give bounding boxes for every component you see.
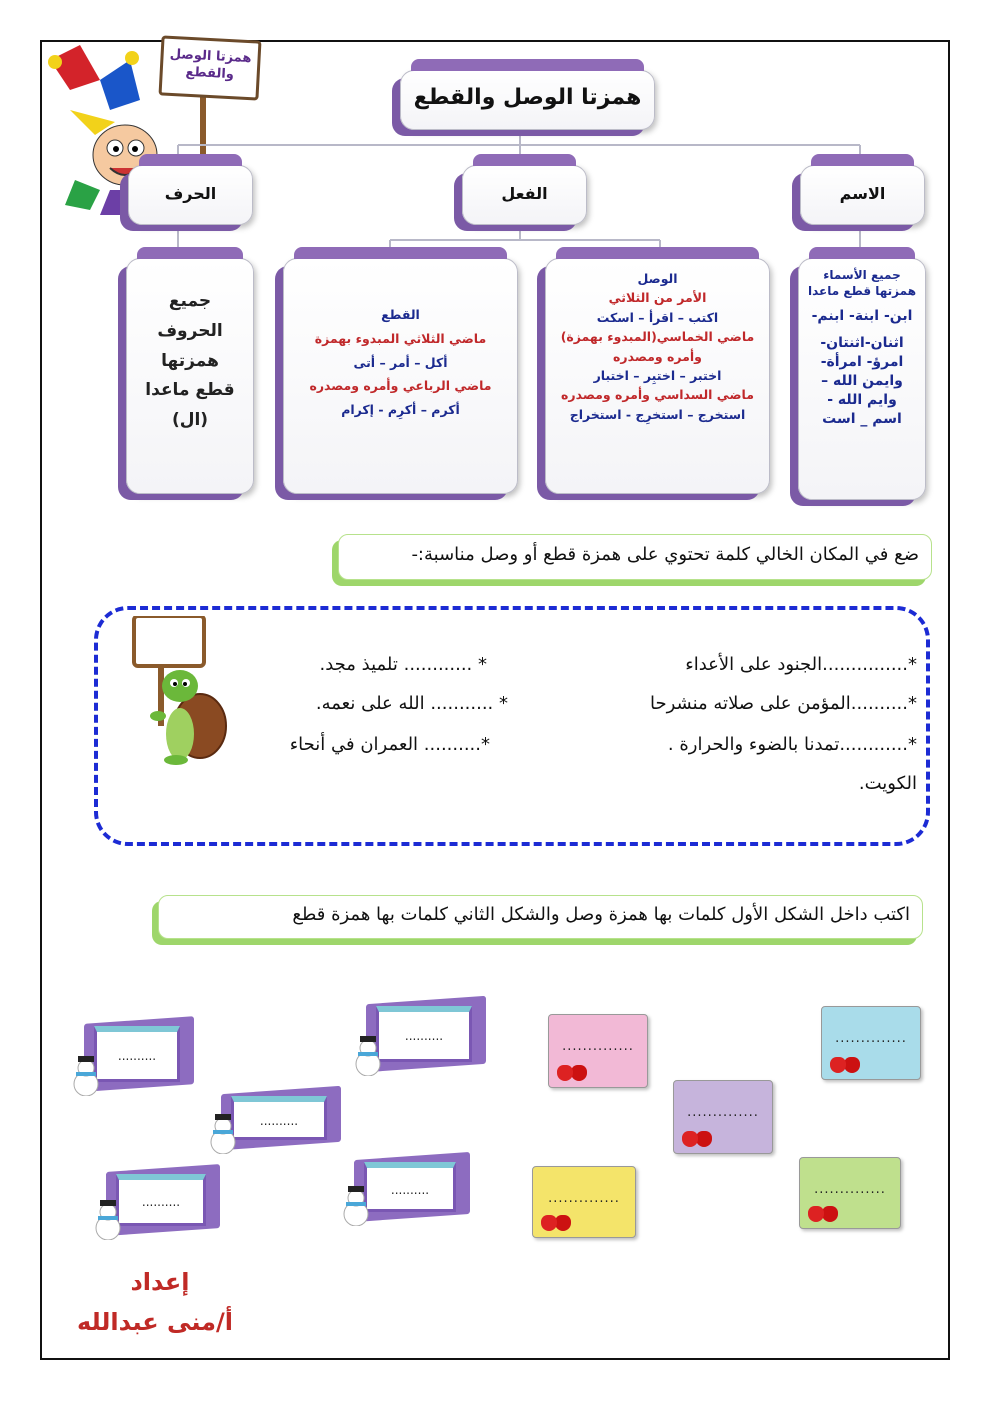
diagram-title: همزتا الوصل والقطع [413, 85, 642, 110]
letter-line: همزتها [161, 350, 219, 371]
noun-detail-content [799, 259, 925, 437]
card-placeholder: .............. [562, 1039, 634, 1055]
snowman-card[interactable] [346, 1000, 486, 1076]
category-noun-box [800, 165, 925, 225]
noun-exception: اسم _ است [822, 410, 902, 427]
letter-line: جميع [168, 291, 212, 311]
letter-line: (ال) [171, 410, 209, 430]
verb-qat-rule: ماضي الثلاثي المبدوء بهمزة [314, 330, 487, 346]
exercise1-item-left: * ........... الله على نعمه. [315, 693, 508, 714]
snowman-icon [346, 1036, 390, 1076]
verb-qat-box [283, 258, 518, 494]
snowman-card-placeholder: .......... [259, 1114, 299, 1129]
strawberry-icon [830, 1057, 846, 1073]
verb-qat-example: أكل – أمر – أتى [353, 354, 448, 370]
snowman-card-placeholder: .......... [404, 1028, 444, 1043]
exercise1-continuation: الكويت. [858, 773, 917, 794]
verb-wasl-rule: ماضي السداسي وأمره ومصدره [561, 387, 754, 403]
strawberry-icon [682, 1131, 698, 1147]
verb-wasl-example: اختبر – اختبِر – اختبار [593, 367, 722, 383]
credit-author: أ/منى عبدالله [77, 1308, 233, 1336]
exercise1-item-right: *..........المؤمن على صلاته منشرحا [650, 693, 917, 714]
snowman-card[interactable] [334, 1156, 470, 1226]
category-verb-title: الفعل [501, 184, 548, 203]
exercise1-instruction: ضع في المكان الخالي كلمة تحتوي على همزة قطع أو وصل مناسبة:- [338, 534, 932, 580]
verb-wasl-rule: ماضي الخماسي(المبدوء بهمزة) وأمره ومصدره [560, 329, 755, 364]
verb-wasl-box [545, 258, 770, 494]
verb-qat-example: أكرم – أكرِم - إكرام [341, 402, 460, 417]
credit-label: إعداد [130, 1268, 190, 1296]
answer-card[interactable] [548, 1014, 648, 1088]
verb-wasl-rule: الأمر من الثلاثي [608, 290, 707, 306]
verb-qat-content [284, 259, 517, 432]
verb-wasl-content [546, 259, 769, 434]
noun-exception: امرؤ- امرأة- [820, 354, 904, 371]
letter-detail-content [127, 259, 253, 464]
snowman-icon [64, 1056, 108, 1096]
category-verb-box [462, 165, 587, 225]
noun-rule: جميع الأسماء همزتها قطع ماعدا [807, 268, 917, 299]
verb-wasl-example: اكتب – اقرأ – اسكت [596, 309, 719, 325]
strawberry-icon [541, 1215, 557, 1231]
noun-exception: وايمن الله – [821, 373, 903, 390]
turtle-clipart [118, 616, 228, 766]
turtle-illustration [118, 616, 228, 766]
strawberry-icon [808, 1206, 824, 1222]
snowman-icon [86, 1200, 130, 1240]
noun-exception: وايم الله - [827, 391, 897, 408]
exercise1-item-left: *.......... العمران في أنحاء [289, 734, 490, 755]
category-letter-box [128, 165, 253, 225]
snowman-icon [201, 1114, 245, 1154]
letter-line: الحروف [157, 320, 223, 341]
snowman-icon [334, 1186, 378, 1226]
noun-exception: اثنان-اثنتان- [820, 335, 904, 352]
verb-wasl-example: استخرج – استخرِج - استخراج [569, 406, 746, 422]
answer-card[interactable] [673, 1080, 773, 1154]
exercise2-instruction: اكتب داخل الشكل الأول كلمات بها همزة وصل والشكل الثاني كلمات بها همزة قطع [158, 895, 923, 939]
card-placeholder: .............. [687, 1105, 759, 1121]
verb-qat-rule: ماضي الرباعي وأمره ومصدره [309, 378, 492, 394]
letter-detail-box [126, 258, 254, 494]
exercise1-item-right: *...............الجنود على الأعداء [685, 654, 917, 675]
card-placeholder: .............. [835, 1031, 907, 1047]
exercise1-item-right: *............تمدنا بالضوء والحرارة . [667, 734, 917, 755]
snowman-card-placeholder: .......... [141, 1195, 181, 1210]
category-noun-title: الاسم [839, 184, 886, 203]
category-letter-title: الحرف [164, 184, 217, 203]
card-placeholder: .............. [814, 1181, 886, 1197]
noun-detail-box [798, 258, 926, 500]
noun-exception: ابن- ابنة- ابنم- [811, 308, 913, 325]
card-placeholder: .............. [548, 1190, 620, 1206]
strawberry-icon [557, 1065, 573, 1081]
letter-line: قطع ماعدا [145, 380, 235, 401]
answer-card[interactable] [532, 1166, 636, 1238]
snowman-card-placeholder: .......... [390, 1182, 430, 1197]
answer-card[interactable] [821, 1006, 921, 1080]
jester-sign-text: همزتا الوصل والقطع [169, 46, 252, 83]
snowman-card[interactable] [64, 1020, 194, 1096]
snowman-card-placeholder: .......... [117, 1048, 157, 1063]
snowman-card[interactable] [201, 1090, 341, 1154]
verb-wasl-heading: الوصل [637, 271, 678, 286]
diagram-title-box [400, 70, 655, 130]
answer-card[interactable] [799, 1157, 901, 1229]
snowman-card[interactable] [86, 1168, 220, 1240]
verb-qat-heading: القطع [381, 307, 420, 322]
exercise1-item-left: * ............ تلميذ مجد. [319, 654, 487, 675]
